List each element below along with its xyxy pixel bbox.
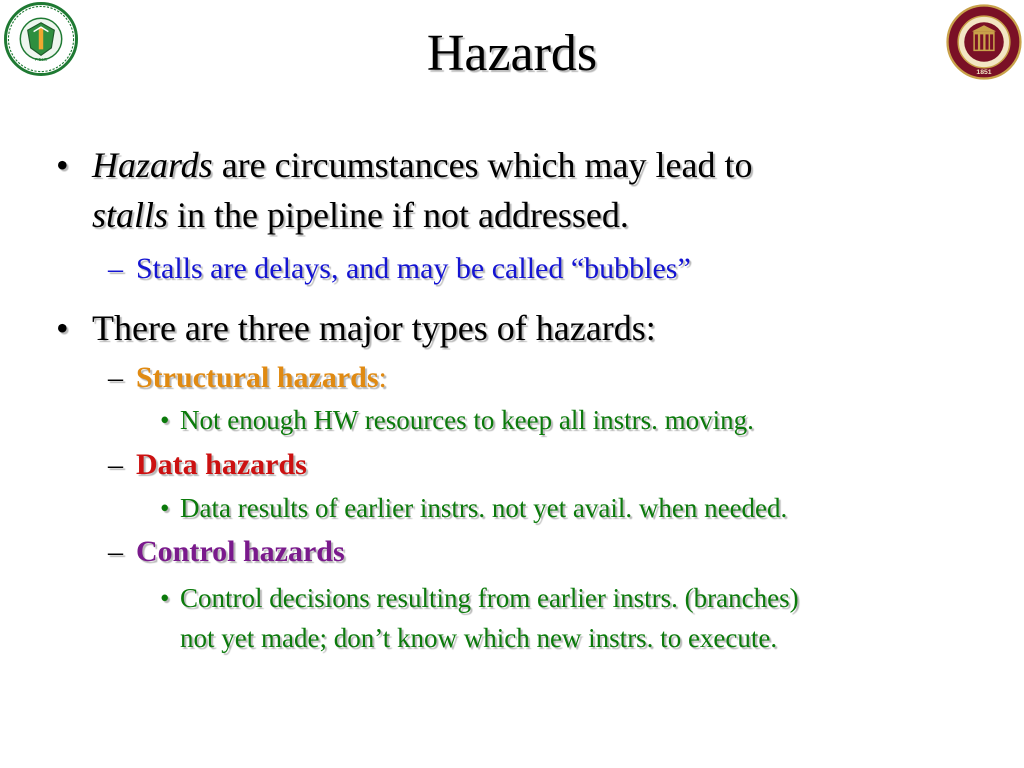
structural-hazards-label: Structural hazards (136, 361, 379, 394)
bullet-symbol: • (160, 493, 170, 523)
term-hazards: Hazards (92, 145, 213, 185)
structural-detail-text: Not enough HW resources to keep all instrs. moving. (180, 405, 754, 435)
bullet-line-2-text: in the pipeline if not addressed. (168, 195, 629, 235)
dash-symbol: – (108, 448, 123, 481)
dash-symbol: – (108, 535, 123, 568)
structural-colon: : (378, 361, 387, 394)
fsu-year-text: 1851 (976, 68, 992, 76)
bullet-symbol: • (56, 145, 69, 185)
bullet-symbol: • (160, 583, 170, 613)
type-data (108, 446, 307, 484)
slide-title: Hazards (426, 25, 598, 82)
dash-symbol: – (108, 361, 123, 394)
bullet-symbol: • (56, 308, 69, 348)
term-stalls: stalls (92, 195, 169, 235)
famu-field-text: FIELD (34, 57, 48, 63)
bullet-line-2 (92, 190, 629, 240)
type-control (108, 533, 345, 571)
dash-symbol: – (108, 252, 123, 285)
subpoint-stalls (108, 250, 691, 288)
control-hazards-label: Control hazards (136, 535, 345, 568)
bullet-three-types-text: There are three major types of hazards: (92, 308, 656, 348)
type-structural (108, 359, 387, 397)
control-detail-line-2: not yet made; don’t know which new instrs. to execute. (180, 623, 778, 653)
subpoint-stalls-text: Stalls are delays, and may be called “bubbles” (136, 252, 691, 285)
bullet-line-1-text: are circumstances which may lead to (212, 145, 753, 185)
bullet-symbol: • (160, 405, 170, 435)
data-hazards-label: Data hazards (136, 448, 307, 481)
data-detail-text: Data results of earlier instrs. not yet avail. when needed. (180, 493, 788, 523)
bullet-line-1 (92, 140, 752, 190)
control-detail-line-1: Control decisions resulting from earlier instrs. (branches) (180, 583, 799, 613)
